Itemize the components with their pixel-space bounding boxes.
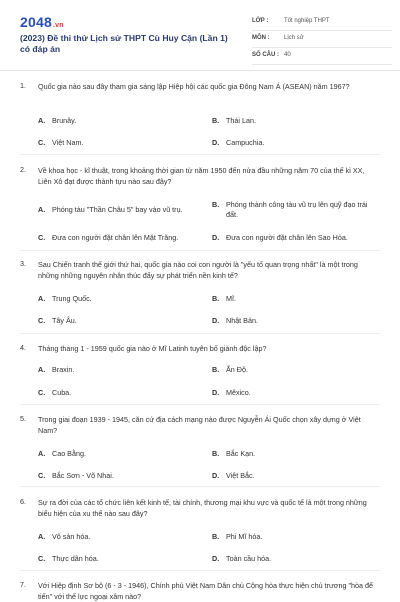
option-text: Ấn Độ. [226, 365, 248, 374]
option-letter: B. [212, 449, 220, 458]
option-letter: C. [38, 233, 46, 242]
info-label: MÔN : [252, 35, 270, 41]
option-text: Toàn cầu hóa. [226, 554, 272, 563]
question-divider [20, 486, 380, 487]
question-number: 4. [20, 343, 26, 352]
option-text: Vô sản hóa. [52, 532, 91, 541]
option-text: Đưa con người đặt chân lên Sao Hỏa. [226, 233, 348, 242]
question-text: Với Hiệp định Sơ bộ (6 - 3 - 1946), Chính phủ Việt Nam Dân chủ Cộng hòa thực hiện chủ trương "hòa để tiến" với thế lực ngoại xâm nào? [38, 581, 374, 601]
option-text: Bắc Sơn - Võ Nhai. [52, 471, 114, 480]
option-text: Thực dân hóa. [52, 554, 99, 563]
option-text: Braxin. [52, 365, 75, 374]
option-text: Brunây. [52, 116, 77, 125]
info-value: 40 [284, 52, 291, 58]
question-divider [20, 404, 380, 405]
exam-title: (2023) Đề thi thử Lịch sử THPT Cù Huy Cận (Lần 1) có đáp án [20, 33, 228, 54]
question-text: Sau Chiến tranh thế giới thứ hai, quốc gia nào coi con người là "yếu tố quan trọng nhất" là một trong những những nguyên nhân thúc đẩy sự phát triển nền kinh tế? [38, 260, 358, 280]
option-letter: D. [212, 316, 220, 325]
logo-main: 2048 [20, 14, 52, 30]
option-letter: B. [212, 200, 220, 209]
option-text: Nhật Bản. [226, 316, 258, 325]
info-value: Tốt nghiệp THPT [284, 18, 330, 24]
question-divider [20, 154, 380, 155]
option-letter: D. [212, 388, 220, 397]
option-text: Trung Quốc. [52, 294, 92, 303]
option-text: Phóng tàu "Thần Châu 5" bay vào vũ trụ. [52, 205, 183, 214]
info-row-class [252, 16, 392, 31]
option-letter: A. [38, 205, 46, 214]
option-letter: C. [38, 138, 46, 147]
question-number: 5. [20, 414, 26, 423]
option-letter: D. [212, 554, 220, 563]
option-text: Campuchia. [226, 138, 265, 147]
info-row-count [252, 50, 392, 65]
option-letter: C. [38, 471, 46, 480]
option-letter: A. [38, 116, 46, 125]
info-label: LỚP : [252, 18, 269, 24]
option-letter: A. [38, 449, 46, 458]
option-letter: C. [38, 388, 46, 397]
question-divider [20, 570, 380, 571]
option-text: Việt Bắc. [226, 471, 255, 480]
question-text: Sự ra đời của các tổ chức liên kết kinh tế, tài chính, thương mại khu vực và quốc tế là một trong những biểu hiện của xu thế nào sau đây? [38, 498, 367, 518]
option-text: Phi Mĩ hóa. [226, 532, 263, 541]
page-header [0, 0, 400, 71]
option-letter: B. [212, 294, 220, 303]
option-letter: D. [212, 471, 220, 480]
info-value: Lịch sử [284, 35, 304, 41]
option-letter: C. [38, 554, 46, 563]
question-text: Về khoa học - kĩ thuật, trong khoảng thời gian từ năm 1950 đến nửa đầu những năm 70 của thế kỉ XX, Liên Xô đạt được thành tựu nào sau đây? [38, 166, 365, 186]
option-letter: A. [38, 532, 46, 541]
question-text: Tháng thang 1 - 1959 quốc gia nào ở Mĩ Latinh tuyên bố giành độc lập? [38, 344, 267, 353]
question-number: 2. [20, 165, 26, 174]
option-text: Mĩ. [226, 294, 236, 303]
option-letter: D. [212, 233, 220, 242]
option-text: Tây Âu. [52, 316, 77, 325]
option-letter: A. [38, 365, 46, 374]
option-text: Việt Nam. [52, 138, 84, 147]
question-text: Trong giai đoạn 1939 - 1945, căn cứ địa cách mạng nào được Nguyễn Ái Quốc chọn xây dựng ở Việt Nam? [38, 415, 361, 435]
option-text: Mêxico. [226, 388, 251, 397]
logo-suffix: .vn [52, 22, 64, 29]
option-letter: D. [212, 138, 220, 147]
info-row-subject [252, 33, 392, 48]
question-number: 1. [20, 81, 26, 90]
option-letter: B. [212, 532, 220, 541]
option-text: Bắc Kạn. [226, 449, 256, 458]
site-logo[interactable] [20, 14, 64, 30]
exam-info [252, 16, 392, 65]
option-letter: B. [212, 116, 220, 125]
info-label: SỐ CÂU : [252, 52, 279, 58]
question-number: 7. [20, 580, 26, 589]
question-divider [20, 250, 380, 251]
option-text: Cuba. [52, 388, 72, 397]
question-number: 6. [20, 497, 26, 506]
option-letter: A. [38, 294, 46, 303]
question-divider [20, 333, 380, 334]
option-letter: B. [212, 365, 220, 374]
option-text: Cao Bằng. [52, 449, 86, 458]
question-text: Quốc gia nào sau đây tham gia sáng lập Hiệp hội các quốc gia Đông Nam Á (ASEAN) năm 1967? [38, 82, 350, 91]
option-text: Phóng thành công tàu vũ trụ lên quỹ đạo trái đất. [226, 200, 368, 219]
option-text: Đưa con người đặt chân lên Mặt Trăng. [52, 233, 179, 242]
option-letter: C. [38, 316, 46, 325]
question-number: 3. [20, 259, 26, 268]
option-text: Thái Lan. [226, 116, 256, 125]
